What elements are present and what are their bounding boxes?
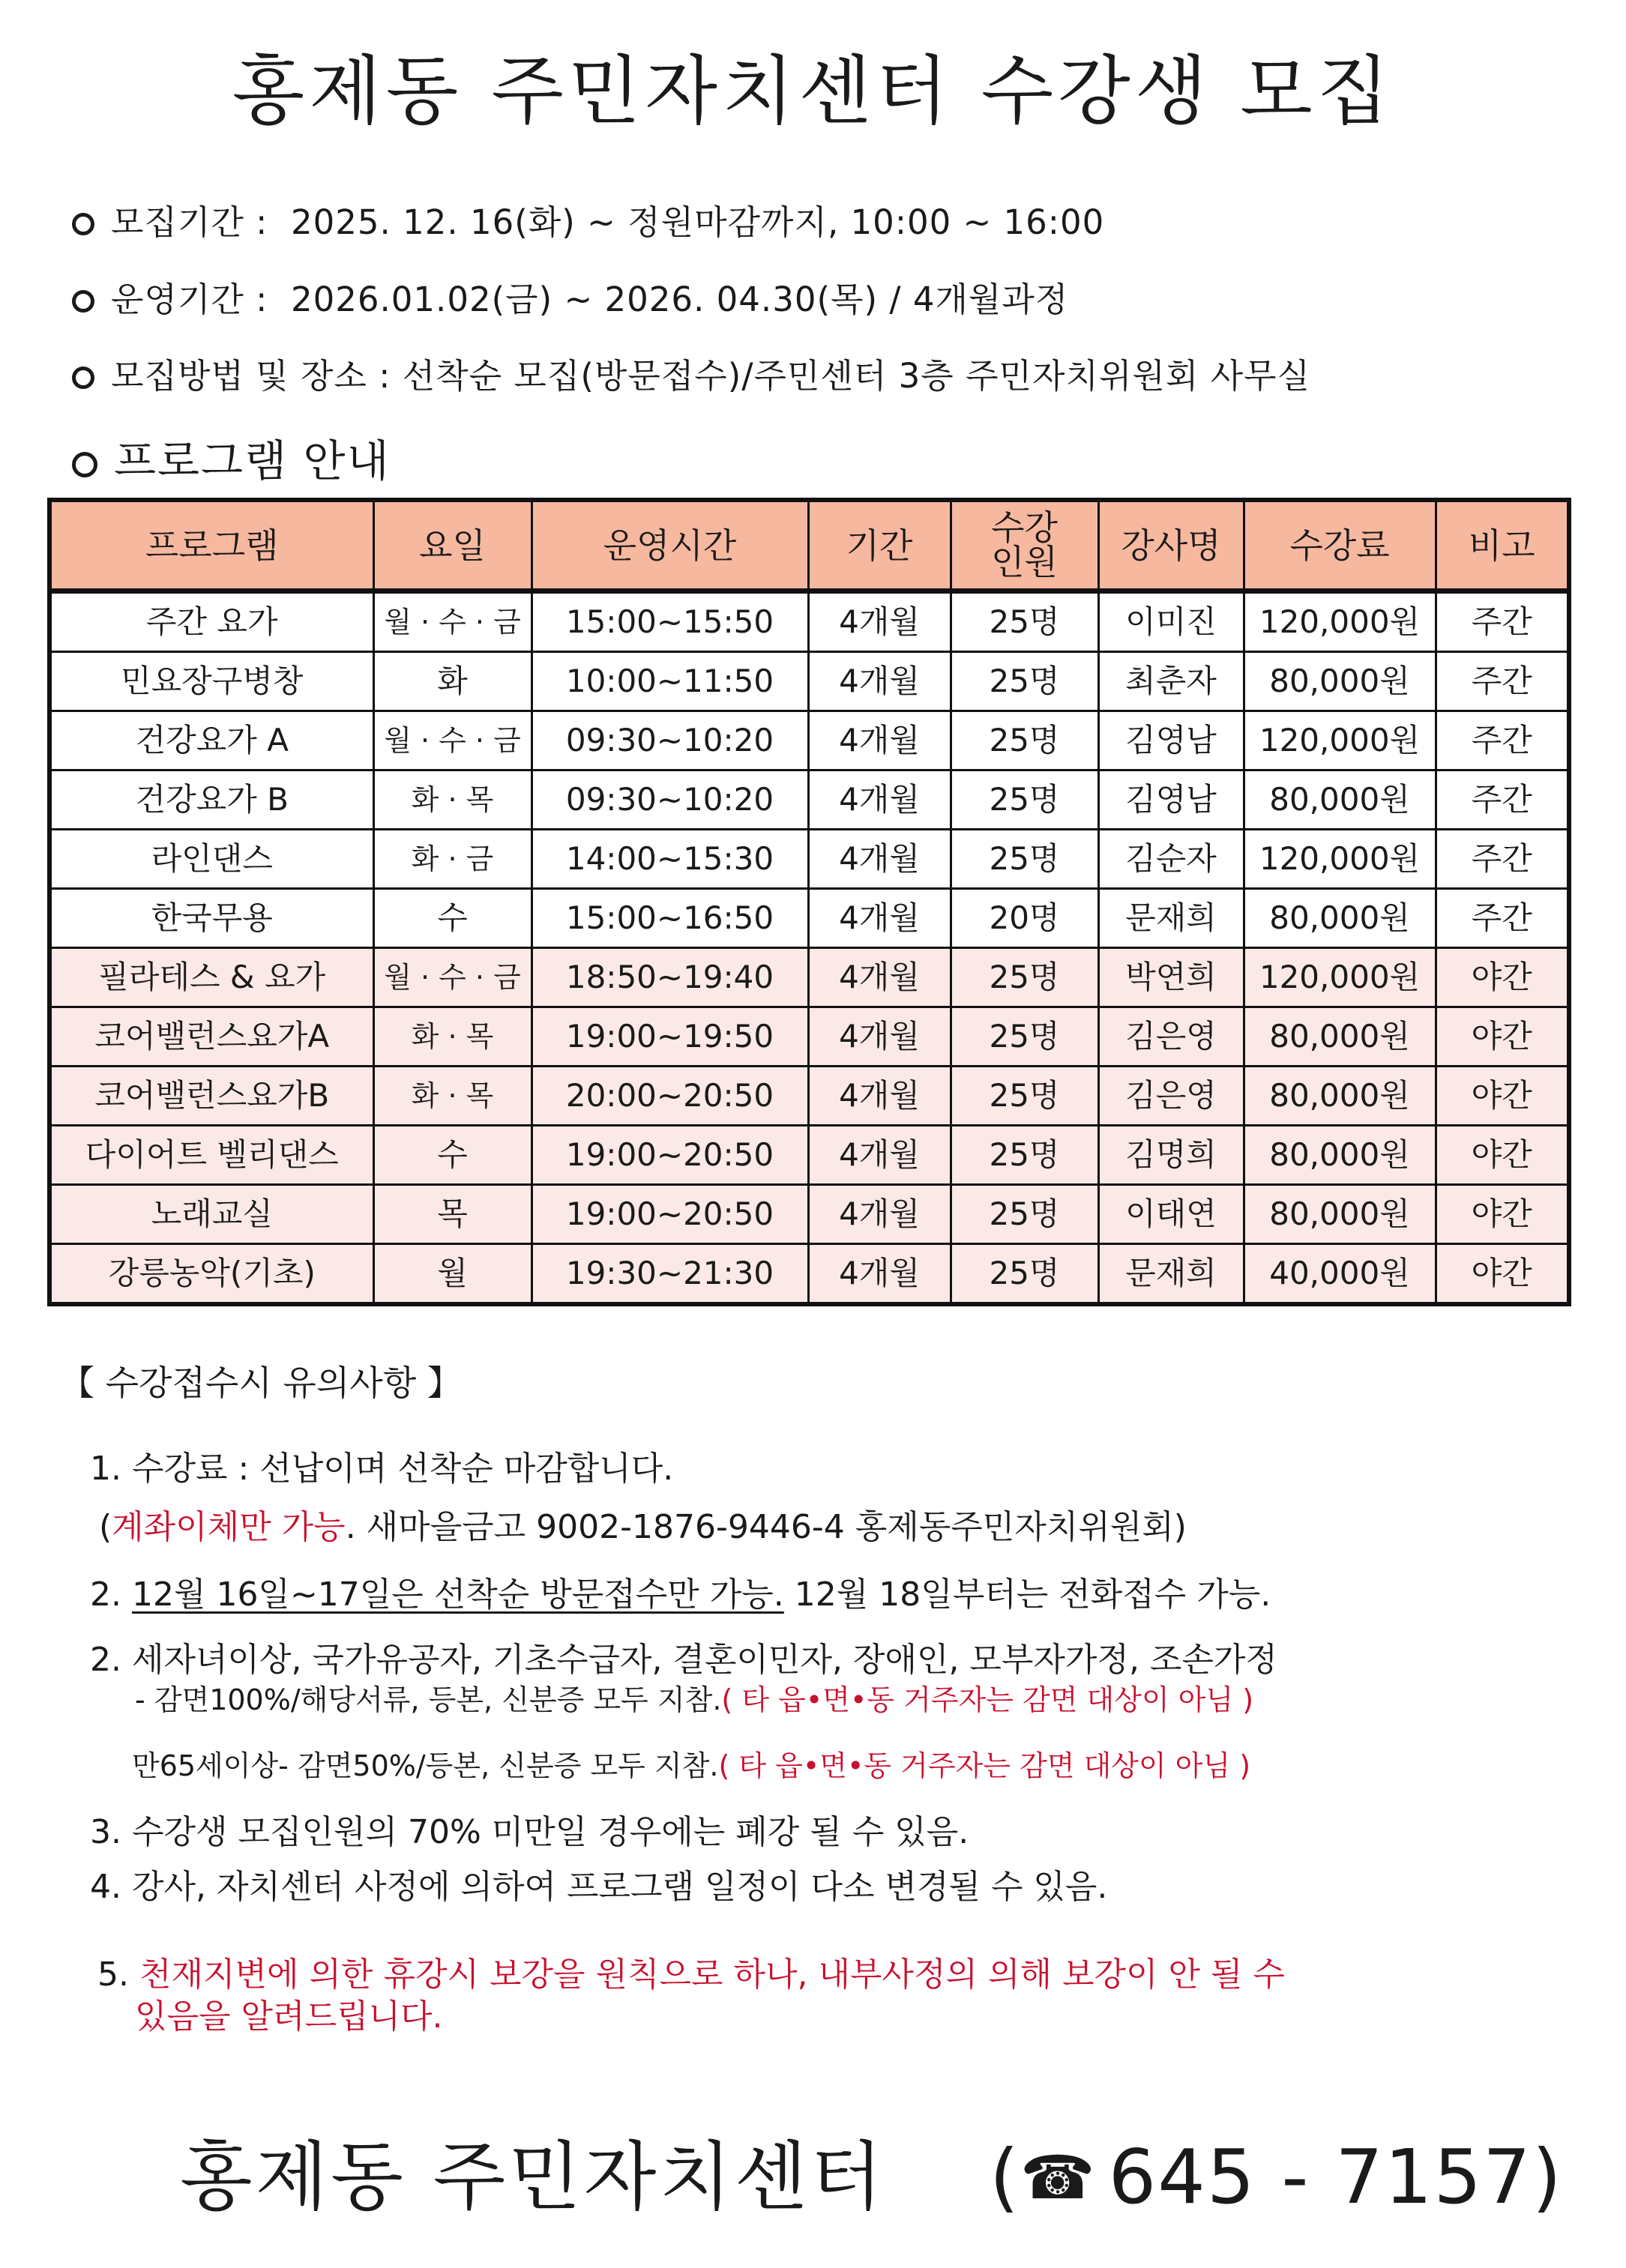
note-3: 3. 수강생 모집인원의 70% 미만일 경우에는 폐강 될 수 있음. [90, 1813, 969, 1851]
note-5: 5. 천재지변에 의한 휴강시 보강을 원칙으로 하나, 내부사정의 의해 보강이 안 될 수 [97, 1955, 1285, 1994]
cell-instructor: 문재희 [1098, 889, 1244, 948]
cell-instructor: 문재희 [1098, 1244, 1244, 1305]
note-2-senior: 만65세이상- 감면50%/등본, 신분증 모두 지참.( 타 읍•면•동 거주자는 감면 대상이 아님 ) [132, 1749, 1251, 1782]
cell-days: 수 [373, 889, 532, 948]
table-row [49, 591, 1569, 652]
cell-period: 4개월 [808, 591, 951, 652]
circle-bullet-icon [72, 290, 94, 313]
cell-fee: 80,000원 [1244, 1185, 1436, 1244]
cell-instructor: 김영남 [1098, 711, 1244, 770]
header-fee: 수강료 [1244, 500, 1436, 591]
note-2-discount: 2. 세자녀이상, 국가유공자, 기초수급자, 결혼이민자, 장애인, 모부자가정, 조손가정 [90, 1641, 1277, 1679]
cell-capacity: 25명 [951, 1126, 1098, 1185]
cell-capacity: 25명 [951, 1244, 1098, 1305]
cell-fee: 120,000원 [1244, 711, 1436, 770]
operation-period [72, 277, 1068, 322]
program-table [47, 498, 1571, 1306]
info-label: 운영기간 : [111, 280, 268, 319]
cell-period: 4개월 [808, 1067, 951, 1126]
visit-only-underlined: 12월 16일~17일은 선착순 방문접수만 가능. [131, 1575, 784, 1614]
circle-bullet-icon [72, 452, 97, 477]
cell-program: 민요장구병창 [49, 652, 373, 711]
circle-bullet-icon [72, 367, 94, 389]
cell-capacity: 25명 [951, 711, 1098, 770]
cell-capacity: 25명 [951, 830, 1098, 889]
cell-capacity: 25명 [951, 948, 1098, 1007]
cell-days: 화 · 목 [373, 1067, 532, 1126]
cell-instructor: 김명희 [1098, 1126, 1244, 1185]
table-row [49, 948, 1569, 1007]
cell-instructor: 김은영 [1098, 1067, 1244, 1126]
table-row [49, 711, 1569, 770]
cell-capacity: 25명 [951, 770, 1098, 830]
info-value: 2025. 12. 16(화) ~ 정원마감까지, 10:00 ~ 16:00 [290, 202, 1105, 242]
note-2-visit: 2. 12월 16일~17일은 선착순 방문접수만 가능. 12월 18일부터는 전화접수 가능. [90, 1575, 1271, 1614]
cell-capacity: 25명 [951, 591, 1098, 652]
header-program: 프로그램 [49, 500, 373, 591]
cell-period: 4개월 [808, 948, 951, 1007]
cell-instructor: 김은영 [1098, 1007, 1244, 1067]
cell-capacity: 25명 [951, 652, 1098, 711]
cell-time: 20:00~20:50 [532, 1067, 808, 1126]
cell-program: 필라테스 & 요가 [49, 948, 373, 1007]
header-instructor: 강사명 [1098, 500, 1244, 591]
cell-fee: 80,000원 [1244, 1007, 1436, 1067]
footer-phone: (☎ 645 - 7157) [990, 2129, 1563, 2227]
cell-time: 19:00~19:50 [532, 1007, 808, 1067]
header-capacity: 수강 인원 [951, 500, 1098, 591]
cell-note: 야간 [1436, 948, 1569, 1007]
cell-time: 19:30~21:30 [532, 1244, 808, 1305]
cell-days: 월 [373, 1244, 532, 1305]
table-row [49, 830, 1569, 889]
cell-program: 코어밸런스요가A [49, 1007, 373, 1067]
phone-number: 645 - 7157) [1108, 2133, 1563, 2221]
table-row [49, 1185, 1569, 1244]
cell-time: 19:00~20:50 [532, 1126, 808, 1185]
cell-note: 주간 [1436, 770, 1569, 830]
note-1: 1. 수강료 : 선납이며 선착순 마감합니다. [90, 1450, 674, 1488]
cell-program: 노래교실 [49, 1185, 373, 1244]
cell-note: 주간 [1436, 889, 1569, 948]
note-2-discount-detail: - 감면100%/해당서류, 등본, 신분증 모두 지참.( 타 읍•면•동 거주자는 감면 대상이 아님 ) [135, 1683, 1254, 1716]
cell-instructor: 최춘자 [1098, 652, 1244, 711]
cell-period: 4개월 [808, 1007, 951, 1067]
cell-instructor: 김영남 [1098, 770, 1244, 830]
cell-capacity: 25명 [951, 1007, 1098, 1067]
telephone-icon: ☎ [1020, 2143, 1097, 2213]
info-value: 2026.01.02(금) ~ 2026. 04.30(목) / 4개월과정 [290, 280, 1069, 319]
cell-fee: 120,000원 [1244, 591, 1436, 652]
cell-time: 15:00~16:50 [532, 889, 808, 948]
table-row [49, 652, 1569, 711]
header-period: 기간 [808, 500, 951, 591]
cell-period: 4개월 [808, 652, 951, 711]
cell-period: 4개월 [808, 830, 951, 889]
cell-days: 목 [373, 1185, 532, 1244]
cell-capacity: 25명 [951, 1067, 1098, 1126]
cell-fee: 80,000원 [1244, 652, 1436, 711]
cell-period: 4개월 [808, 711, 951, 770]
cell-days: 화 · 목 [373, 770, 532, 830]
cell-time: 14:00~15:30 [532, 830, 808, 889]
cell-time: 09:30~10:20 [532, 770, 808, 830]
cell-fee: 80,000원 [1244, 889, 1436, 948]
cell-note: 주간 [1436, 652, 1569, 711]
cell-fee: 120,000원 [1244, 830, 1436, 889]
note-1-payment: (계좌이체만 가능. 새마을금고 9002-1876-9446-4 홍제동주민자치위원회) [99, 1508, 1187, 1546]
cell-note: 야간 [1436, 1185, 1569, 1244]
table-row [49, 1244, 1569, 1305]
note-5-cont: 있음을 알려드립니다. [135, 1997, 443, 2036]
cell-capacity: 25명 [951, 1185, 1098, 1244]
header-days: 요일 [373, 500, 532, 591]
circle-bullet-icon [72, 213, 94, 235]
cell-days: 수 [373, 1126, 532, 1185]
table-row [49, 770, 1569, 830]
recruitment-period [72, 200, 1104, 245]
cell-program: 건강요가 B [49, 770, 373, 830]
cell-instructor: 이미진 [1098, 591, 1244, 652]
cell-days: 월 · 수 · 금 [373, 948, 532, 1007]
cell-days: 월 · 수 · 금 [373, 591, 532, 652]
cell-days: 화 · 목 [373, 1007, 532, 1067]
cell-note: 주간 [1436, 830, 1569, 889]
cell-fee: 80,000원 [1244, 770, 1436, 830]
cell-instructor: 김순자 [1098, 830, 1244, 889]
cell-period: 4개월 [808, 1185, 951, 1244]
page-title: 홍제동 주민자치센터 수강생 모집 [232, 47, 1394, 135]
cell-note: 야간 [1436, 1007, 1569, 1067]
cell-program: 강릉농악(기초) [49, 1244, 373, 1305]
cell-note: 야간 [1436, 1126, 1569, 1185]
info-label: 모집방법 및 장소 : [111, 356, 391, 396]
cell-program: 주간 요가 [49, 591, 373, 652]
table-row [49, 1126, 1569, 1185]
account-transfer-only: 계좌이체만 가능 [112, 1508, 346, 1546]
cell-days: 화 · 금 [373, 830, 532, 889]
notes-heading: 【 수강접수시 유의사항 】 [60, 1363, 462, 1403]
cell-fee: 40,000원 [1244, 1244, 1436, 1305]
cell-note: 야간 [1436, 1244, 1569, 1305]
cell-days: 월 · 수 · 금 [373, 711, 532, 770]
cell-program: 코어밸런스요가B [49, 1067, 373, 1126]
table-row [49, 1007, 1569, 1067]
table-row [49, 1067, 1569, 1126]
cell-time: 10:00~11:50 [532, 652, 808, 711]
info-value: 선착순 모집(방문접수)/주민센터 3층 주민자치위원회 사무실 [402, 356, 1311, 396]
cell-capacity: 20명 [951, 889, 1098, 948]
cell-period: 4개월 [808, 1244, 951, 1305]
recruitment-method [72, 354, 1310, 399]
cell-program: 한국무용 [49, 889, 373, 948]
table-row [49, 889, 1569, 948]
cell-period: 4개월 [808, 1126, 951, 1185]
footer-org-name: 홍제동 주민자치센터 [180, 2133, 886, 2221]
cell-note: 야간 [1436, 1067, 1569, 1126]
cell-fee: 80,000원 [1244, 1126, 1436, 1185]
header-note: 비고 [1436, 500, 1569, 591]
cell-instructor: 박연희 [1098, 948, 1244, 1007]
cell-program: 라인댄스 [49, 830, 373, 889]
header-time: 운영시간 [532, 500, 808, 591]
cell-note: 주간 [1436, 591, 1569, 652]
cell-program: 다이어트 벨리댄스 [49, 1126, 373, 1185]
cell-time: 09:30~10:20 [532, 711, 808, 770]
cell-fee: 80,000원 [1244, 1067, 1436, 1126]
note-4: 4. 강사, 자치센터 사정에 의하여 프로그램 일정이 다소 변경될 수 있음. [90, 1868, 1108, 1906]
cell-time: 18:50~19:40 [532, 948, 808, 1007]
cell-note: 주간 [1436, 711, 1569, 770]
cell-instructor: 이태연 [1098, 1185, 1244, 1244]
cell-days: 화 [373, 652, 532, 711]
section-title: 프로그램 안내 [114, 435, 391, 486]
cell-time: 19:00~20:50 [532, 1185, 808, 1244]
info-label: 모집기간 : [111, 202, 268, 242]
cell-fee: 120,000원 [1244, 948, 1436, 1007]
cell-period: 4개월 [808, 770, 951, 830]
cell-time: 15:00~15:50 [532, 591, 808, 652]
program-section-heading [72, 431, 391, 491]
cell-program: 건강요가 A [49, 711, 373, 770]
table-header-row [49, 500, 1569, 591]
cell-period: 4개월 [808, 889, 951, 948]
